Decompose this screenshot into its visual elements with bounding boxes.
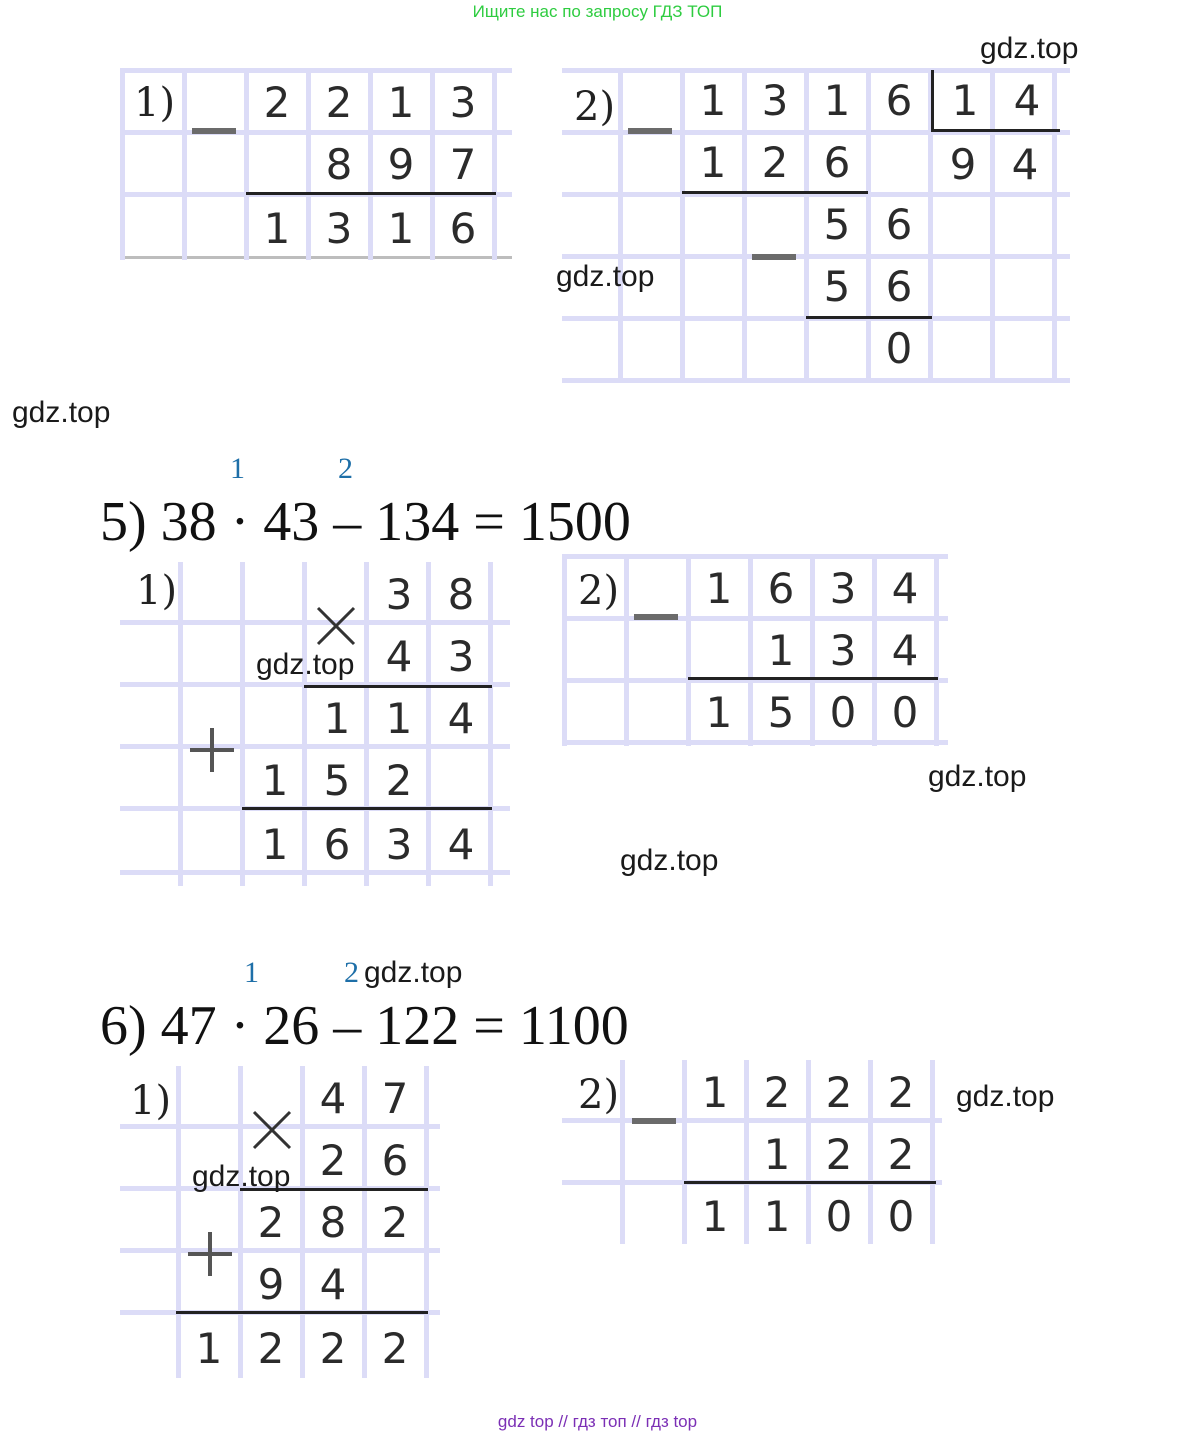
digit: 1 (263, 204, 291, 253)
top-banner[interactable]: Ищите нас по запросу ГДЗ ТОП (472, 2, 723, 21)
order-number: 2 (338, 452, 353, 485)
digit: 2 (887, 1130, 915, 1179)
digit: 1 (701, 1068, 729, 1117)
watermark: gdz.top (256, 648, 355, 681)
digit: 8 (447, 570, 475, 619)
watermark: gdz.top (192, 1160, 291, 1193)
digit: 1 (763, 1192, 791, 1241)
digit: 1 (705, 564, 733, 613)
step-label: 2) (578, 568, 620, 614)
digit: 1 (261, 756, 289, 805)
digit: 6 (885, 262, 913, 311)
watermark: gdz.top (928, 760, 1027, 793)
digit: 0 (829, 688, 857, 737)
digit: 2 (825, 1068, 853, 1117)
division-underline (931, 129, 1060, 132)
digit: 6 (381, 1136, 409, 1185)
digit: 7 (381, 1074, 409, 1123)
grid-line (620, 1060, 625, 1244)
watermark: gdz.top (980, 32, 1079, 65)
digit: 8 (319, 1198, 347, 1247)
order-number: 1 (244, 956, 259, 989)
minus-sign-icon (628, 128, 672, 134)
minus-sign-icon (752, 254, 796, 260)
digit: 1 (261, 820, 289, 869)
divisor-digit: 4 (1013, 76, 1041, 125)
minus-sign-icon (632, 1118, 676, 1124)
watermark: gdz.top (556, 260, 655, 293)
digit: 2 (763, 1068, 791, 1117)
digit: 3 (325, 204, 353, 253)
digit: 3 (385, 570, 413, 619)
digit: 0 (887, 1192, 915, 1241)
result-line (246, 192, 496, 195)
quotient-digit: 9 (949, 140, 977, 189)
digit: 1 (195, 1324, 223, 1373)
digit: 2 (825, 1130, 853, 1179)
digit: 2 (325, 78, 353, 127)
digit: 5 (767, 688, 795, 737)
digit: 0 (885, 324, 913, 373)
digit: 1 (385, 694, 413, 743)
quotient-digit: 4 (1011, 140, 1039, 189)
grid-line (618, 70, 623, 382)
watermark: gdz.top (956, 1080, 1055, 1113)
plus-sign-icon (188, 726, 236, 774)
result-line (242, 807, 492, 810)
digit: 5 (323, 756, 351, 805)
digit: 1 (387, 78, 415, 127)
digit: 7 (449, 140, 477, 189)
step-label: 2) (574, 84, 616, 130)
result-line (688, 677, 938, 680)
plus-sign-icon (186, 1230, 234, 1278)
digit: 2 (761, 138, 789, 187)
digit: 9 (387, 140, 415, 189)
expression: 5) 38 · 43 – 134 = 1500 (100, 491, 631, 553)
digit: 2 (263, 78, 291, 127)
digit: 6 (885, 200, 913, 249)
digit: 3 (449, 78, 477, 127)
digit: 3 (829, 626, 857, 675)
result-line (176, 1311, 428, 1314)
digit: 4 (385, 632, 413, 681)
watermark: gdz.top (620, 844, 719, 877)
digit: 1 (699, 138, 727, 187)
digit: 6 (449, 204, 477, 253)
step-label: 1) (130, 1078, 172, 1124)
digit: 2 (887, 1068, 915, 1117)
digit: 6 (323, 820, 351, 869)
digit: 4 (319, 1260, 347, 1309)
digit: 2 (257, 1324, 285, 1373)
order-number: 1 (230, 452, 245, 485)
divisor-digit: 1 (951, 76, 979, 125)
grid-line (624, 556, 629, 746)
digit: 1 (823, 76, 851, 125)
digit: 6 (767, 564, 795, 613)
digit: 8 (325, 140, 353, 189)
digit: 1 (699, 76, 727, 125)
digit: 6 (885, 76, 913, 125)
digit: 3 (829, 564, 857, 613)
step-label: 1) (136, 568, 178, 614)
footer-links[interactable]: gdz top // гдз топ // гдз top (497, 1412, 698, 1431)
digit: 0 (825, 1192, 853, 1241)
digit: 3 (447, 632, 475, 681)
step-label: 2) (578, 1072, 620, 1118)
result-line (684, 1181, 936, 1184)
grid-line (562, 556, 567, 746)
digit: 1 (387, 204, 415, 253)
multiply-sign-icon (250, 1108, 294, 1152)
digit: 1 (763, 1130, 791, 1179)
digit: 2 (381, 1324, 409, 1373)
watermark: gdz.top (12, 396, 111, 429)
digit: 4 (447, 820, 475, 869)
digit: 1 (701, 1192, 729, 1241)
minus-sign-icon (192, 128, 236, 134)
digit: 3 (385, 820, 413, 869)
digit: 9 (257, 1260, 285, 1309)
grid-line (182, 68, 187, 260)
multiply-sign-icon (314, 604, 358, 648)
grid-line (120, 68, 125, 260)
digit: 4 (319, 1074, 347, 1123)
grid-line (178, 562, 183, 886)
minus-sign-icon (634, 614, 678, 620)
expression: 6) 47 · 26 – 122 = 1100 (100, 995, 629, 1057)
digit: 6 (823, 138, 851, 187)
digit: 3 (761, 76, 789, 125)
step-label: 1) (134, 80, 176, 126)
digit: 2 (381, 1198, 409, 1247)
digit: 5 (823, 200, 851, 249)
order-number: 2 (344, 956, 359, 989)
digit: 1 (705, 688, 733, 737)
digit: 2 (385, 756, 413, 805)
digit: 1 (323, 694, 351, 743)
digit: 2 (319, 1136, 347, 1185)
digit: 4 (891, 626, 919, 675)
digit: 5 (823, 262, 851, 311)
digit: 2 (257, 1198, 285, 1247)
digit: 0 (891, 688, 919, 737)
watermark: gdz.top (364, 956, 463, 989)
digit: 1 (767, 626, 795, 675)
digit: 2 (319, 1324, 347, 1373)
digit: 4 (891, 564, 919, 613)
digit: 4 (447, 694, 475, 743)
